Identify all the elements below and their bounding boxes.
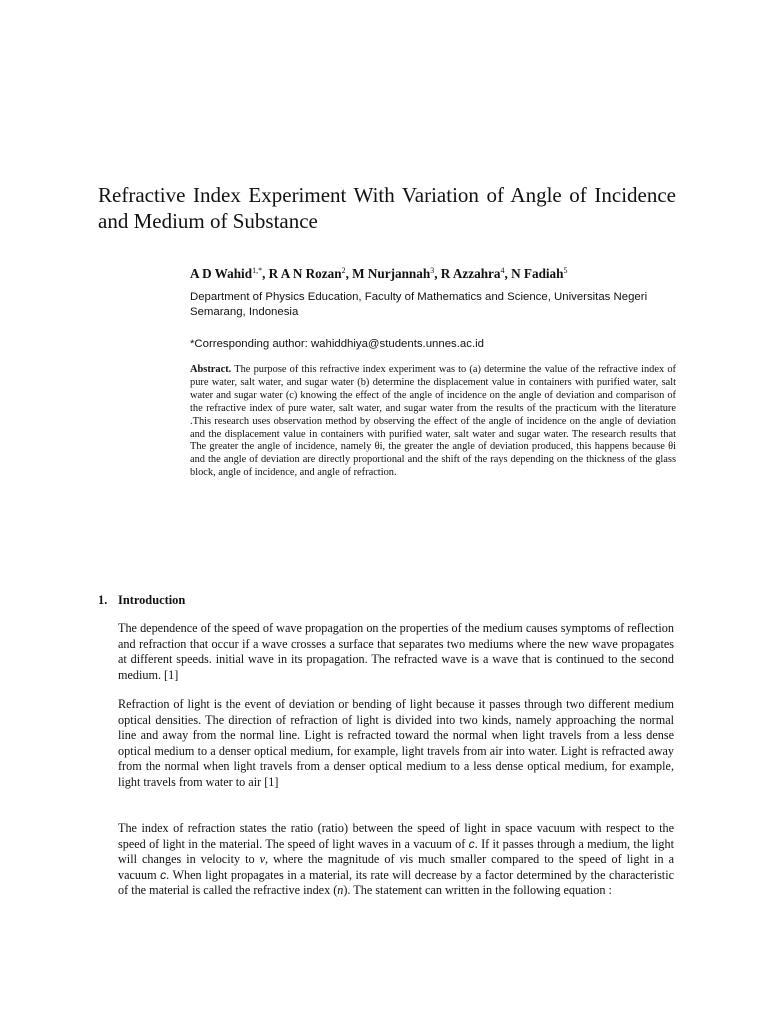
paragraph-text: . When light propagates in a material, its rate will decrease by a factor determined by the characteristic of the material is called the refractive index (: [118, 867, 674, 898]
author-name: R Azzahra: [440, 266, 501, 281]
paper-title: Refractive Index Experiment With Variation of Angle of Incidence and Medium of Substance: [98, 183, 676, 233]
symbol-c: c: [468, 836, 475, 851]
paragraph-text: is much smaller compared to the speed of light in a vacuum: [118, 852, 674, 882]
body-paragraph-1: The dependence of the speed of wave propagation on the properties of the medium causes symptoms of reflection and refraction that occur if a wave crosses a surface that separates two mediums where the new wave propagates at different speeds. initial wave in its propagation. The refracted wave is a wave that is continued to the second medium. [1]: [118, 621, 674, 682]
symbol-v: v: [399, 852, 405, 867]
abstract-text: The purpose of this refractive index experiment was to (a) determine the value of the refractive index of pure water, salt water, and sugar water (b) determine the displacement value in containers with purified water, salt water and sugar water (c) knowing the effect of the angle of incidence on the angle of deviation and comparison of the refractive index of pure water, salt water, and sugar water from the results of the practicum with the literature .This research uses observation method by observing the effect of the angle of incidence on the angle of deviation and the displacement value in containers with purified water, salt water and sugar water. The research results that The greater the angle of incidence, namely θi, the greater the angle of deviation produced, this happens because θi and the angle of deviation are directly proportional and the shift of the rays depending on the thickness of the glass block, angle of incidence, and angle of refraction.: [190, 364, 676, 479]
abstract-label: Abstract.: [190, 364, 232, 375]
author-affiliation: Department of Physics Education, Faculty of Mathematics and Science, Universitas Negeri Semarang, Indonesia: [190, 291, 648, 318]
author-name: M Nurjannah: [352, 266, 431, 281]
author-name: R A N Rozan: [268, 266, 342, 281]
body-paragraph-2: Refraction of light is the event of deviation or bending of light because it passes through two different medium optical densities. The direction of refraction of light is divided into two kinds, namely approaching the normal line and away from the normal line. Light is refracted toward the normal when light travels from a less dense optical medium to a denser optical medium, for example, light travels from air into water. Light is refracted away from the normal when light travels from a denser optical medium to a less dense optical medium, for example, light travels from water to air [1]: [118, 697, 674, 789]
author-separator: ,: [345, 266, 353, 281]
author-list: [190, 265, 680, 283]
author-affiliation-mark: 5: [563, 266, 568, 275]
author-separator: ,: [434, 266, 441, 281]
paragraph-text: The index of refraction states the ratio (ratio) between the speed of light in space vacuum with respect to the speed of light in the material. The speed of light waves in a vacuum of: [118, 821, 674, 851]
author-affiliation-mark: 2: [341, 266, 346, 275]
author-name: N Fadiah: [511, 266, 564, 281]
paragraph-text: , where the magnitude of: [265, 852, 400, 867]
author-separator: ,: [262, 266, 269, 281]
section-number: 1.: [98, 593, 108, 607]
symbol-n: n: [337, 883, 344, 898]
author-name: A D Wahid: [190, 266, 253, 281]
author-affiliation-mark: 1,*: [252, 266, 263, 275]
corresponding-author: *Corresponding author: wahiddhiya@students.unnes.ac.id: [190, 338, 484, 350]
symbol-v: v: [259, 852, 266, 867]
section-heading-introduction: [98, 592, 185, 608]
abstract: [190, 364, 676, 480]
symbol-c: c: [160, 867, 167, 882]
author-affiliation-mark: 4: [500, 266, 505, 275]
paragraph-text: ). The statement can written in the following equation :: [343, 883, 612, 898]
author-separator: ,: [504, 266, 512, 281]
section-title: Introduction: [118, 593, 186, 607]
author-affiliation-mark: 3: [430, 266, 435, 275]
body-paragraph-3: [118, 821, 674, 899]
paragraph-text: . If it passes through a medium, the light will changes in velocity to: [118, 836, 675, 867]
